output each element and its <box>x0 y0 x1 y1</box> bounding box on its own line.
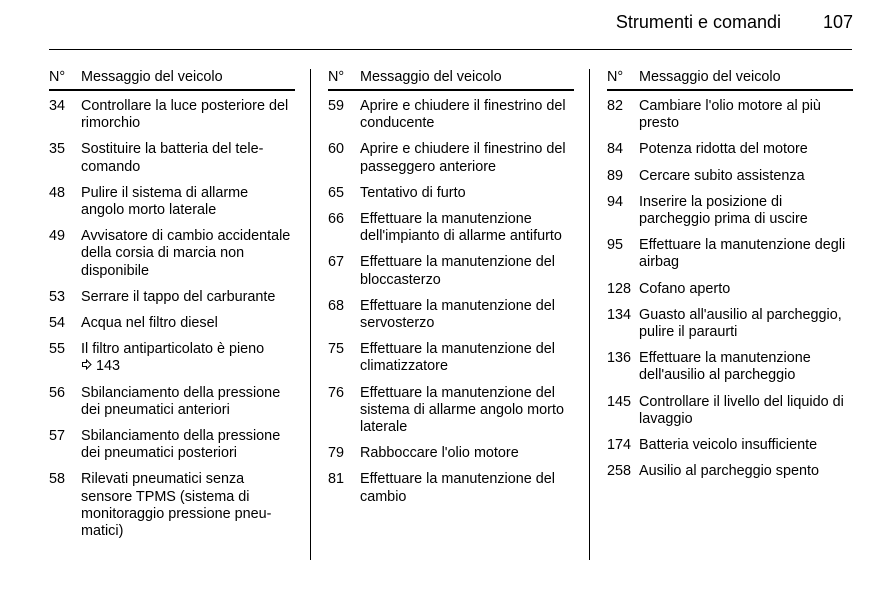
message-text: Pulire il sistema di allarme angolo morto laterale <box>81 184 249 219</box>
message-number: 134 <box>607 306 632 323</box>
message-number: 65 <box>328 184 345 201</box>
message-row <box>607 350 853 384</box>
page-number: 107 <box>822 12 853 32</box>
message-row <box>328 141 574 175</box>
message-header: Messaggio del veicolo <box>81 69 223 85</box>
message-text: Serrare il tappo del carburante <box>81 288 276 305</box>
message-number: 145 <box>607 393 632 410</box>
message-number: 59 <box>328 98 345 114</box>
page-reference-arrow-icon <box>81 358 92 375</box>
message-column-3 <box>607 69 853 480</box>
message-number: 55 <box>49 341 66 358</box>
message-row <box>49 385 295 419</box>
message-row <box>607 98 853 132</box>
message-text: Effettuare la manutenzione del cambio <box>360 471 555 505</box>
message-text: Ausilio al parcheggio spento <box>639 463 820 480</box>
message-text: Controllare il livello del liquido di lavaggio <box>639 393 844 427</box>
message-row <box>49 141 295 175</box>
column-header <box>607 69 853 91</box>
message-number: 81 <box>328 471 345 488</box>
message-text: Effettuare la manutenzione del servosterzo <box>360 297 555 332</box>
message-row <box>328 254 574 288</box>
message-text: Effettuare la manutenzione degli airbag <box>639 237 846 271</box>
message-row <box>49 289 295 306</box>
message-text: Effettuare la manutenzione del sistema di allarme angolo morto laterale <box>360 384 564 436</box>
message-text-with-ref <box>81 341 295 375</box>
message-number: 136 <box>607 350 632 367</box>
message-column-1 <box>49 69 295 540</box>
message-number: 75 <box>328 341 345 358</box>
message-row <box>328 471 574 505</box>
message-number: 128 <box>607 280 632 297</box>
message-row <box>328 341 574 375</box>
message-number: 49 <box>49 228 66 245</box>
message-text: Sbilanciamento della pressione dei pneumatici posteriori <box>81 428 281 462</box>
message-row <box>49 341 295 375</box>
message-number: 89 <box>607 167 624 184</box>
message-number: 54 <box>49 315 66 332</box>
column-header <box>328 69 574 91</box>
message-text: Potenza ridotta del motore <box>639 141 808 158</box>
message-row <box>328 445 574 462</box>
message-text: Effettuare la manutenzione del climatizzatore <box>360 341 555 375</box>
message-text: Aprire e chiudere il finestrino del conducente <box>360 98 566 132</box>
message-row <box>49 228 295 280</box>
message-row <box>607 463 853 480</box>
message-row <box>607 141 853 158</box>
message-row <box>49 428 295 462</box>
message-number: 57 <box>49 428 66 445</box>
message-row <box>49 185 295 219</box>
message-text: Effettuare la manutenzione dell'impianto di allarme antifurto <box>360 211 562 245</box>
message-number: 56 <box>49 384 66 401</box>
message-text: Cambiare l'olio motore al più presto <box>639 98 821 132</box>
header-divider <box>49 49 852 50</box>
message-number: 35 <box>49 141 66 158</box>
message-number: 67 <box>328 254 345 271</box>
message-row <box>607 168 853 185</box>
message-text: Effettuare la manutenzione del bloccasterzo <box>360 254 555 288</box>
message-row <box>328 211 574 245</box>
message-number: 84 <box>607 141 624 158</box>
message-row <box>328 98 574 132</box>
message-text: Batteria veicolo insufficiente <box>639 437 818 454</box>
message-number: 95 <box>607 237 624 254</box>
message-text: Rabboccare l'olio motore <box>360 445 519 462</box>
message-row <box>328 385 574 437</box>
number-header: N° <box>328 69 345 85</box>
column-divider <box>589 69 590 560</box>
message-text: Effettuare la manutenzione dell'ausilio al parcheggio <box>639 350 811 384</box>
message-number: 60 <box>328 141 345 158</box>
message-number: 58 <box>49 471 66 488</box>
message-number: 66 <box>328 211 345 228</box>
message-number: 48 <box>49 184 66 201</box>
message-text: Il filtro antiparticolato è pieno <box>81 341 265 358</box>
number-header: N° <box>49 69 66 85</box>
message-number: 258 <box>607 463 632 480</box>
number-header: N° <box>607 69 624 85</box>
message-row <box>49 471 295 540</box>
message-text: Cofano aperto <box>639 280 731 297</box>
message-row <box>607 194 853 228</box>
message-number: 76 <box>328 384 345 401</box>
message-number: 68 <box>328 297 345 314</box>
column-header <box>49 69 295 91</box>
message-text: Acqua nel filtro diesel <box>81 315 218 332</box>
message-number: 34 <box>49 98 66 114</box>
page-reference-link[interactable]: 143 <box>96 358 121 375</box>
column-divider <box>310 69 311 560</box>
message-text: Avvisatore di cambio accidentale della corsia di marcia non disponibile <box>81 228 291 279</box>
message-row <box>607 437 853 454</box>
message-row <box>607 281 853 298</box>
message-row <box>607 237 853 271</box>
message-row <box>607 394 853 428</box>
message-row <box>607 307 853 341</box>
message-text: Inserire la posizione di parcheggio prima di uscire <box>639 193 808 228</box>
message-row <box>328 185 574 202</box>
message-text: Rilevati pneumatici senza sensore TPMS (sistema di monitoraggio pressione pneumatici) <box>81 471 272 540</box>
message-text: Sostituire la batteria del telecomando <box>81 141 264 175</box>
message-text: Guasto all'ausilio al parcheggio, pulire il paraurti <box>639 306 842 341</box>
message-row <box>49 98 295 132</box>
message-number: 94 <box>607 193 624 210</box>
message-number: 82 <box>607 98 624 114</box>
message-number: 79 <box>328 445 345 462</box>
message-text: Controllare la luce posteriore del rimorchio <box>81 98 289 132</box>
message-text: Tentativo di furto <box>360 184 466 201</box>
message-text: Cercare subito assistenza <box>639 167 805 184</box>
message-header: Messaggio del veicolo <box>360 69 502 85</box>
message-number: 53 <box>49 288 66 305</box>
message-text: Sbilanciamento della pressione dei pneumatici anteriori <box>81 384 281 418</box>
message-header: Messaggio del veicolo <box>639 69 781 85</box>
message-row <box>49 315 295 332</box>
message-column-2 <box>328 69 574 506</box>
message-text: Aprire e chiudere il finestrino del passeggero anteriore <box>360 141 566 175</box>
section-title: Strumenti e comandi <box>615 12 781 32</box>
message-number: 174 <box>607 437 632 454</box>
message-row <box>328 298 574 332</box>
